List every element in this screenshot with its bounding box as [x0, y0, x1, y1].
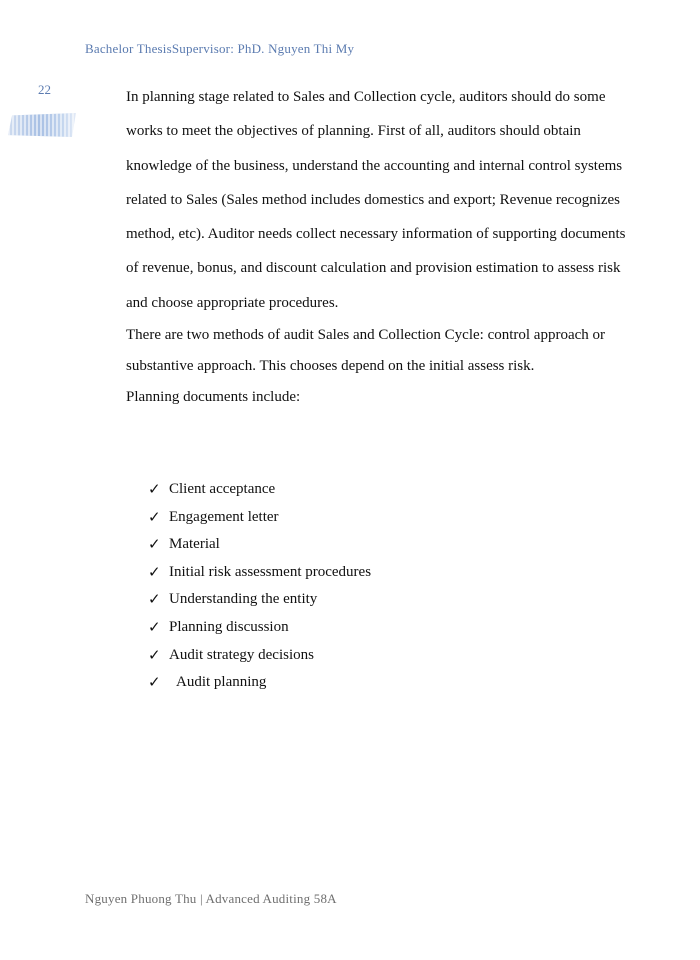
list-item-label: Client acceptance	[169, 481, 276, 497]
checkmark-icon: ✓	[148, 535, 161, 554]
planning-documents-list	[148, 476, 371, 697]
list-item	[148, 531, 371, 559]
paragraph-planning-documents: Planning documents include:	[126, 389, 301, 406]
list-item	[148, 669, 371, 697]
list-item	[148, 504, 371, 532]
paragraph-audit-methods: There are two methods of audit Sales and Collection Cycle: control approach or substantive approach. This chooses depend on the initial assess risk.	[126, 327, 606, 375]
checkmark-icon: ✓	[148, 480, 161, 498]
list-item-label: Material	[169, 536, 220, 553]
checkmark-icon: ✓	[148, 590, 161, 609]
checkmark-icon: ✓	[148, 645, 161, 664]
checkmark-icon: ✓	[148, 507, 161, 526]
list-item-label: Engagement letter	[169, 508, 279, 525]
body-text	[126, 80, 626, 413]
list-item-label: Understanding the entity	[169, 591, 318, 608]
checkmark-icon: ✓	[148, 617, 161, 636]
page-footer: Nguyen Phuong Thu | Advanced Auditing 58A	[85, 891, 337, 906]
list-item-label: Audit strategy decisions	[169, 646, 314, 663]
page-number: 22	[38, 82, 51, 97]
paragraph-planning-stage: In planning stage related to Sales and Collection cycle, auditors should do some works to meet the objectives of planning. First of all, auditors should obtain knowledge of the business, understand the accounting and internal control systems related to Sales (Sales method includes domestics and export; Revenue recognizes method, etc). Auditor needs collect necessary information of supporting documents of revenue, bonus, and discount calculation and provision estimation to assess risk and choose appropriate procedures.	[126, 89, 626, 311]
page-header: Bachelor ThesisSupervisor: PhD. Nguyen Thi My	[85, 41, 355, 56]
list-item-label: Audit planning	[176, 674, 267, 691]
checkmark-icon: ✓	[148, 562, 161, 581]
list-item-label: Planning discussion	[169, 618, 289, 635]
list-item	[148, 642, 371, 670]
list-item	[148, 586, 371, 614]
list-item-label: Initial risk assessment procedures	[169, 563, 372, 580]
list-item	[148, 614, 371, 642]
page-number-decoration	[8, 113, 76, 137]
list-item	[148, 559, 371, 587]
list-item	[148, 476, 371, 504]
checkmark-icon: ✓	[148, 673, 161, 692]
